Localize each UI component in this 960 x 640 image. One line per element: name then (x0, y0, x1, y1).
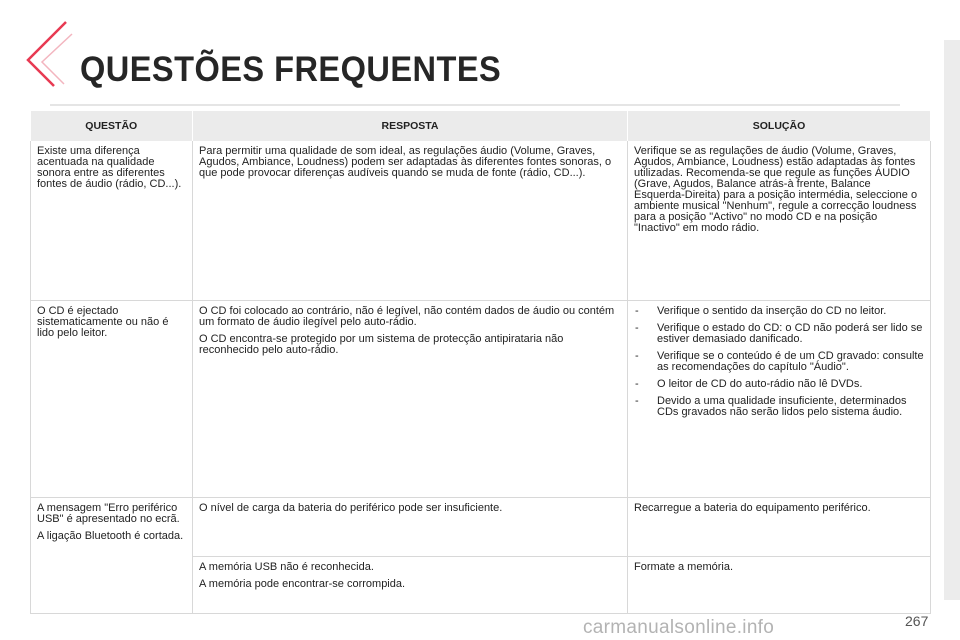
solution-cell: Verifique se as regulações de áudio (Volume, Graves, Agudos, Ambiance, Loudness) estão adaptadas às fontes utilizadas. Recomenda-se que regule as funções ÁUDIO (Grave, Agudos, Balance atrás-à frente, Balance Esquerda-Direita) para a posição intermédia, seleccione o ambiente musical "Nenhum", regule a correcção loudness para a posição "Activo" no modo CD e na posição "Inactivo" em modo rádio. (628, 141, 931, 301)
question-cell: Existe uma diferença acentuada na qualidade sonora entre as diferentes fontes de áudio (rádio, CD...). (31, 141, 193, 301)
header-answer: RESPOSTA (193, 111, 628, 141)
solution-item: - Verifique se o conteúdo é de um CD gravado: consulte as recomendações do capítulo "Áudio". (634, 351, 924, 373)
solution-item: - Verifique o sentido da inserção do CD no leitor. (634, 306, 924, 317)
answer-paragraph: O CD foi colocado ao contrário, não é legível, não contém dados de áudio ou contém um formato de áudio ilegível pelo auto-rádio. (199, 305, 615, 328)
solution-cell: Recarregue a bateria do equipamento periférico. (628, 498, 931, 557)
question-paragraph: A ligação Bluetooth é cortada. (37, 530, 184, 542)
page-number: 267 (905, 613, 929, 629)
solution-item: - O leitor de CD do auto-rádio não lê DVDs. (634, 379, 924, 390)
header-solution: SOLUÇÃO (628, 111, 931, 141)
question-paragraph: A mensagem "Erro periférico USB" é apresentado no ecrã. (37, 502, 180, 525)
title-divider (50, 104, 900, 106)
header-question: QUESTÃO (31, 111, 193, 141)
question-cell: O CD é ejectado sistematicamente ou não é lido pelo leitor. (31, 301, 193, 498)
answer-paragraph: A memória USB não é reconhecida. (199, 561, 374, 573)
answer-cell (193, 301, 628, 498)
page-title: QUESTÕES FREQUENTES (80, 50, 502, 89)
answer-paragraph: O CD encontra-se protegido por um sistema de protecção antipirataria não reconhecido pelo auto-rádio. (199, 333, 564, 356)
answer-cell: O nível de carga da bateria do periférico pode ser insuficiente. (193, 498, 628, 557)
chevron-decoration-icon (24, 20, 74, 90)
answer-paragraph: A memória pode encontrar-se corrompida. (199, 578, 406, 590)
solution-cell: Formate a memória. (628, 557, 931, 614)
solution-cell (628, 301, 931, 498)
solution-list (634, 306, 924, 418)
table-row (31, 141, 931, 301)
question-cell (31, 498, 193, 614)
table-row (31, 301, 931, 498)
watermark: carmanualsonline.info (583, 617, 775, 638)
table-row (31, 498, 931, 557)
faq-table (30, 111, 931, 614)
answer-cell (193, 557, 628, 614)
answer-cell: Para permitir uma qualidade de som ideal, as regulações áudio (Volume, Graves, Agudos, Ambiance, Loudness) podem ser adaptadas às diferentes fontes sonoras, o que pode provocar diferenças audíveis quando se muda de fonte (rádio, CD...). (193, 141, 628, 301)
table-header-row (31, 111, 931, 141)
solution-item: - Verifique o estado do CD: o CD não poderá ser lido se estiver demasiado danificado. (634, 323, 924, 345)
side-tab-bar (944, 40, 960, 600)
solution-item: - Devido a uma qualidade insuficiente, determinados CDs gravados não serão lidos pelo sistema áudio. (634, 396, 924, 418)
